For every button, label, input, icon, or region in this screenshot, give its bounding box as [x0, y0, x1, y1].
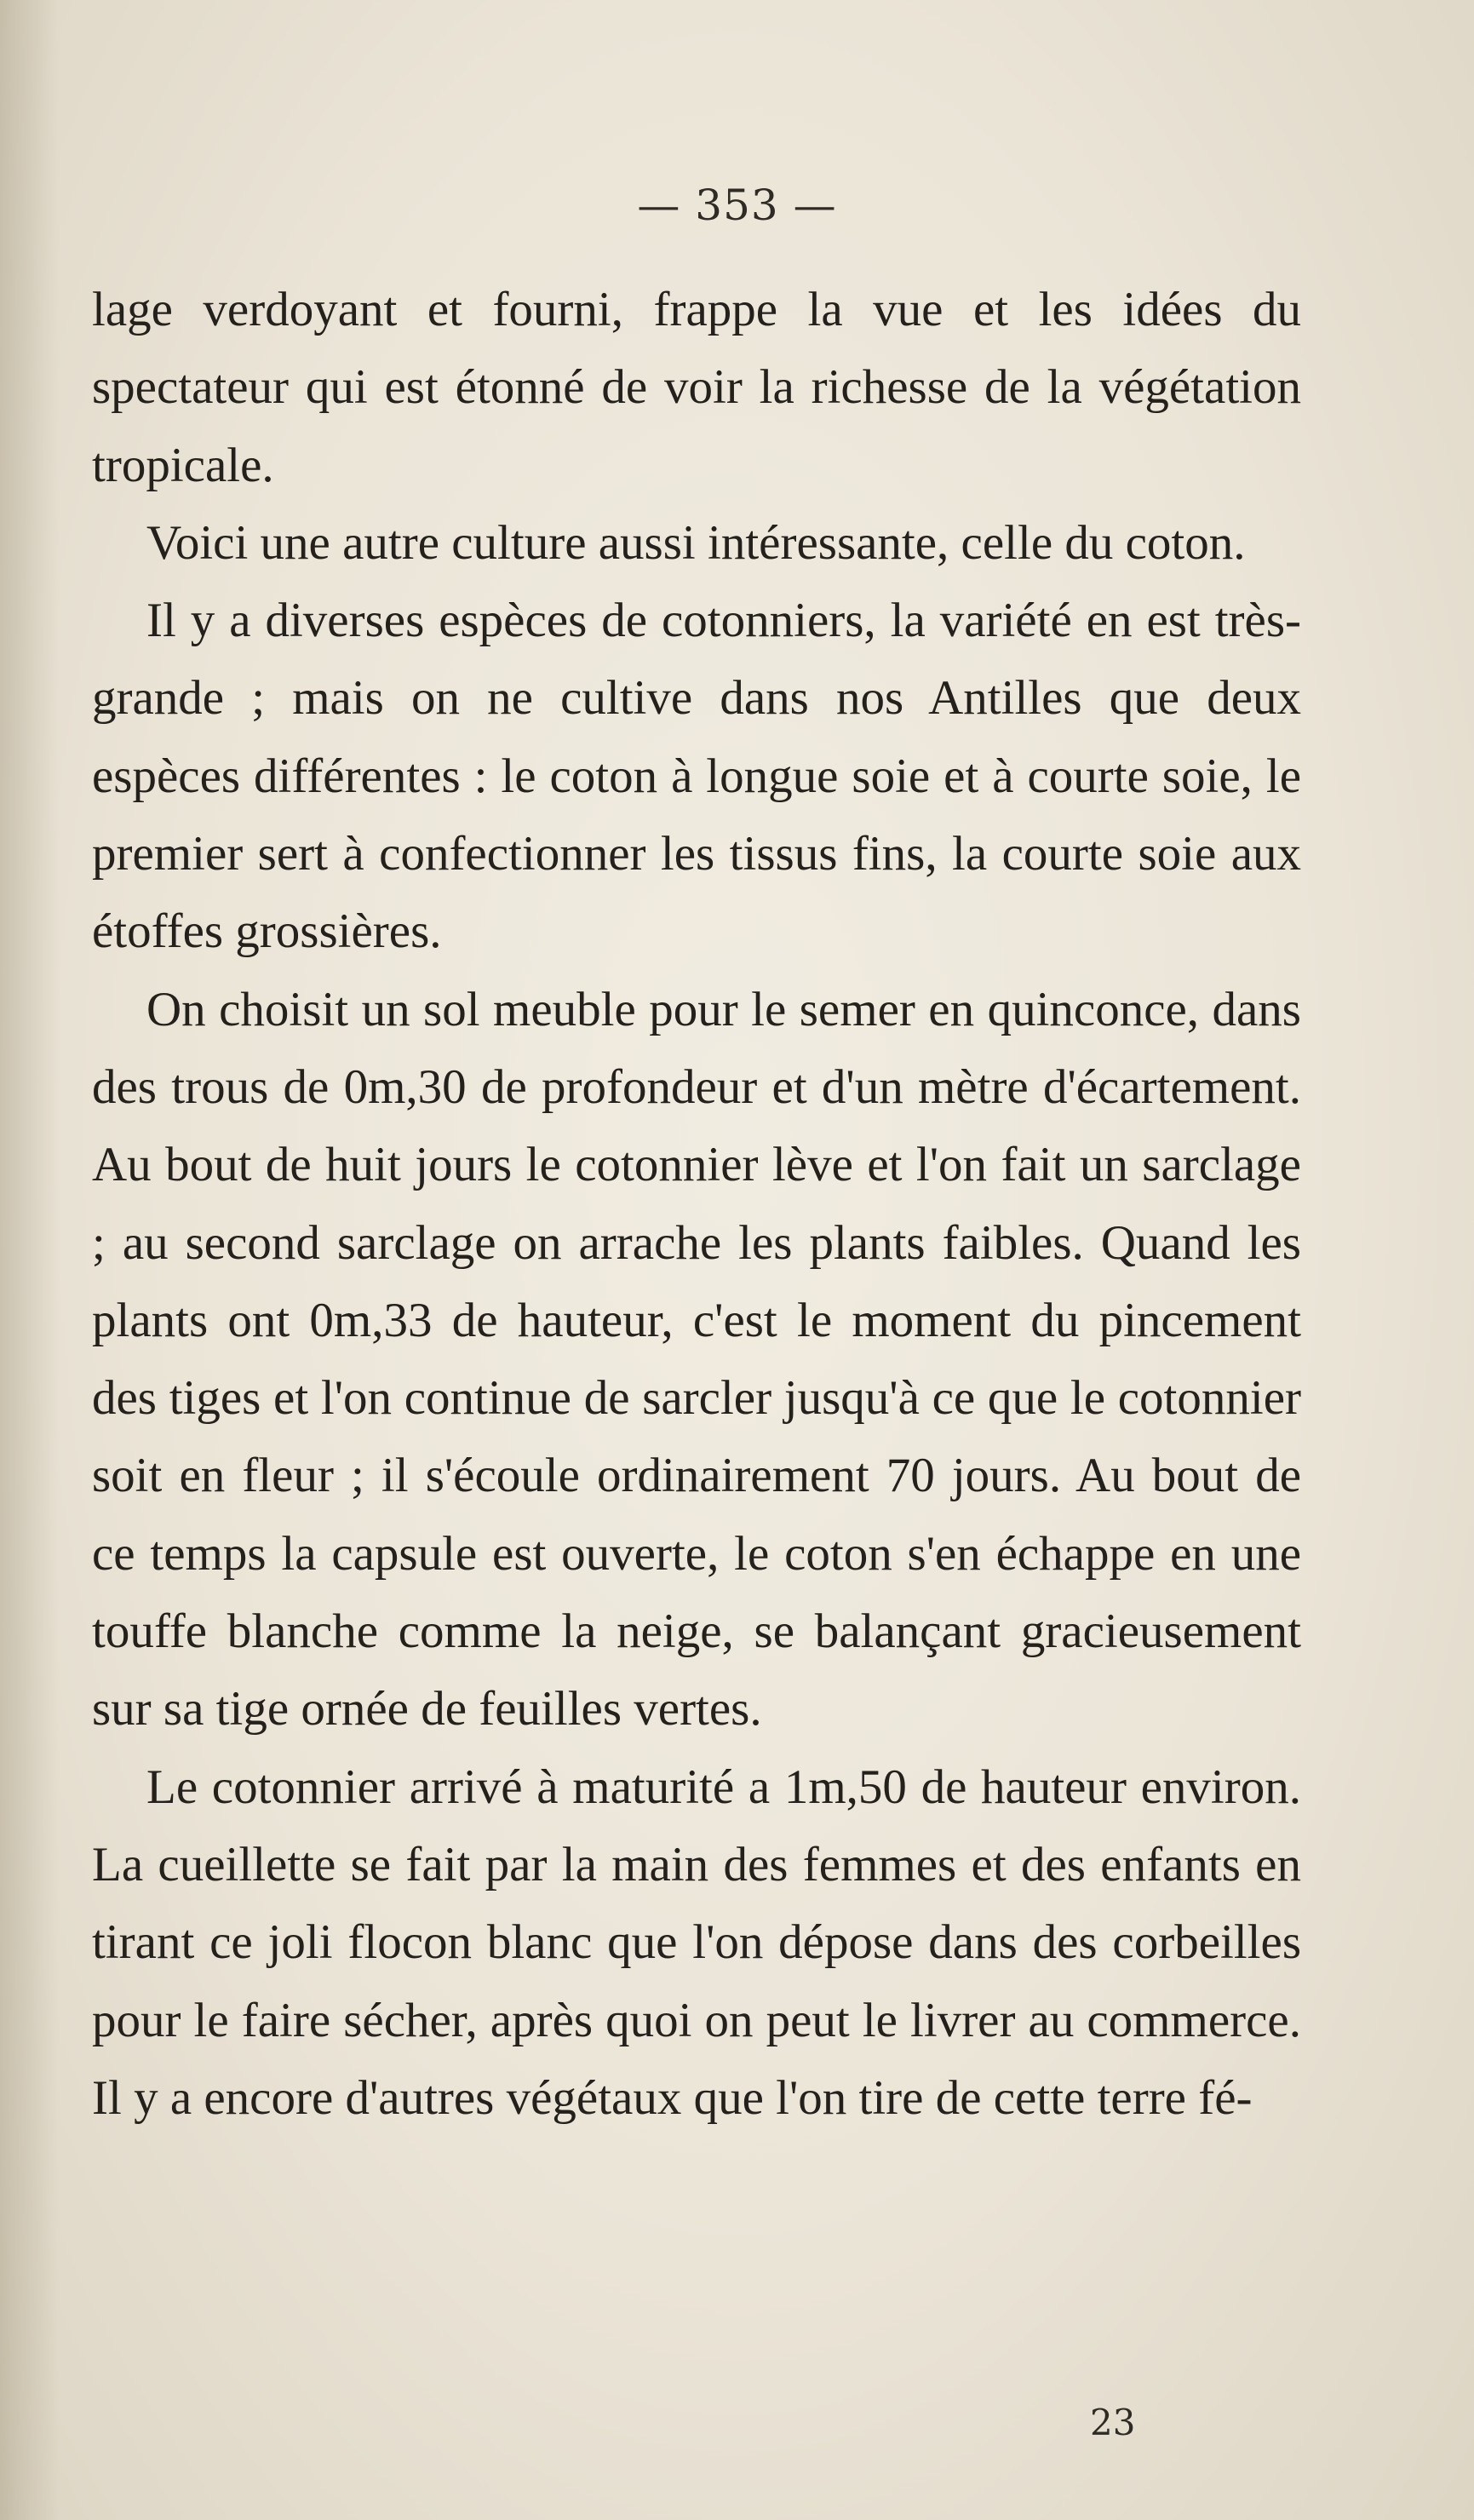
- page-header-number: — 353 —: [637, 181, 837, 230]
- paragraph-5: Le cotonnier arrivé à maturité a 1m,50 de hauteur environ. La cueillette se fait par la main des femmes et des enfants en tirant ce joli flocon blanc que l'on dépose dans des corbeilles pour le faire sécher, après quoi on peut le livrer au commerce. Il y a encore d'autres végétaux que l'on tire de cette terre fé-: [92, 1759, 1301, 2125]
- body-text: [92, 271, 1301, 2137]
- signature-mark: 23: [1090, 2402, 1136, 2443]
- paragraph-4: On choisit un sol meuble pour le semer en quinconce, dans des trous de 0m,30 de profondeur et d'un mètre d'écartement. Au bout de huit jours le cotonnier lève et l'on fait un sarclage ; au second sarclage on arrache les plants faibles. Quand les plants ont 0m,33 de hauteur, c'est le moment du pincement des tiges et l'on continue de sarcler jusqu'à ce que le cotonnier soit en fleur ; il s'écoule ordinairement 70 jours. Au bout de ce temps la capsule est ouverte, le coton s'en échappe en une touffe blanche comme la neige, se balançant gracieusement sur sa tige ornée de feuilles vertes.: [92, 982, 1301, 1736]
- paragraph-3: Il y a diverses espèces de cotonniers, la variété en est très-grande ; mais on ne cultive dans nos Antilles que deux espèces différentes : le coton à longue soie et à courte soie, le premier sert à confectionner les tissus fins, la courte soie aux étoffes grossières.: [92, 594, 1301, 959]
- paragraph-2: Voici une autre culture aussi intéressante, celle du coton.: [146, 515, 1246, 570]
- paragraph-1: lage verdoyant et fourni, frappe la vue et les idées du spectateur qui est étonné de voir la richesse de la végétation tropicale.: [92, 283, 1301, 492]
